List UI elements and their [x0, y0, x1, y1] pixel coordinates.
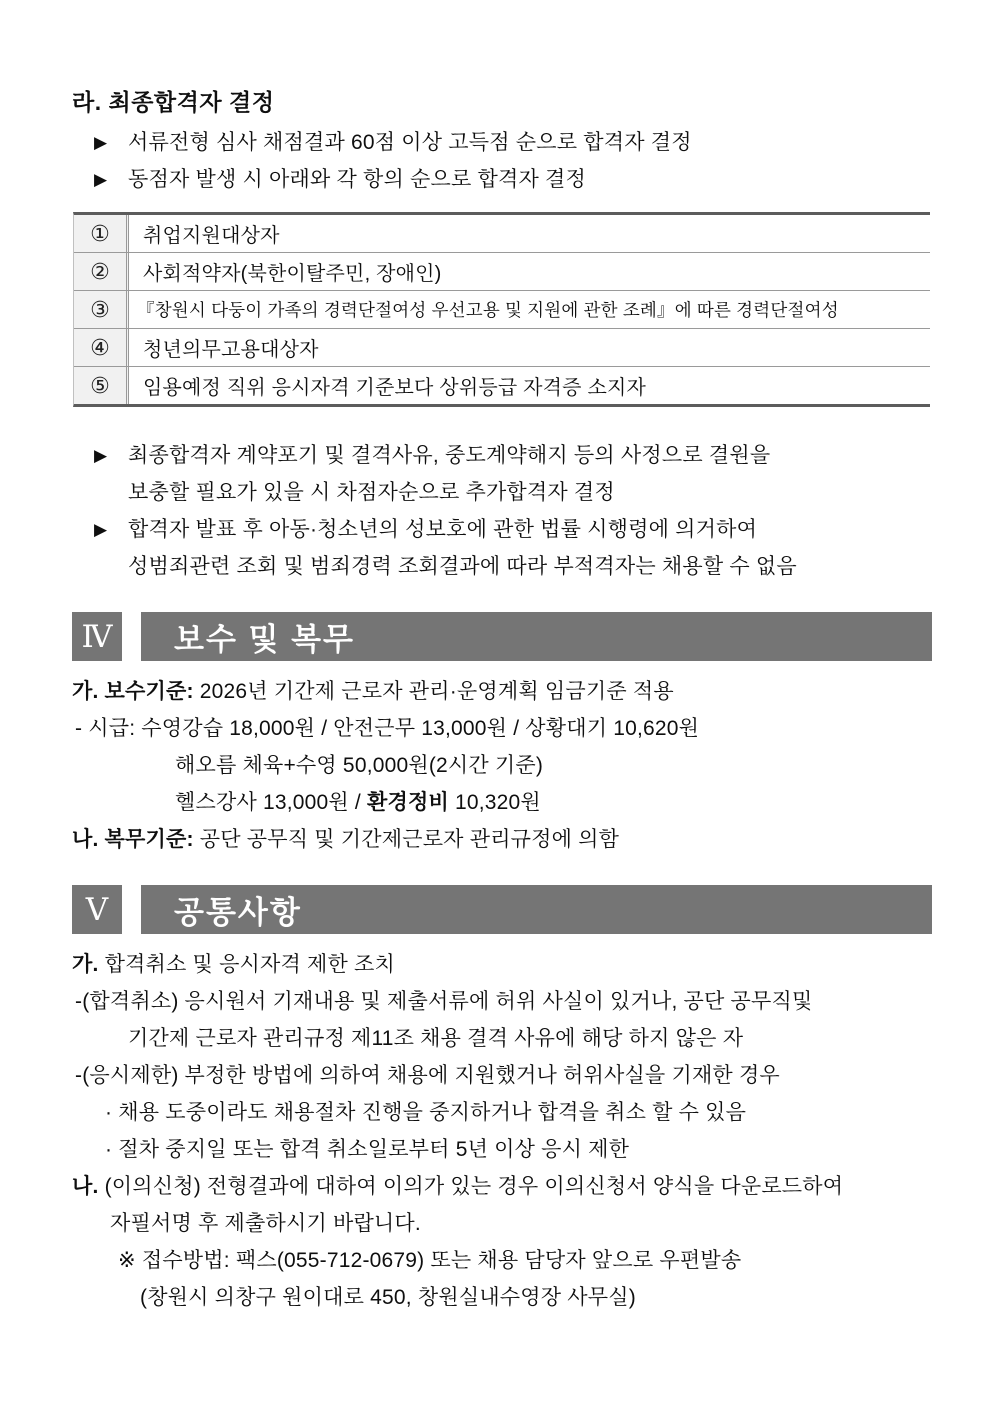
cancellation-label: 가. — [72, 953, 99, 976]
service-standard-label: 나. 복무기준: — [72, 828, 194, 851]
heading-final-pass-decision: 라. 최종합격자 결정 — [72, 89, 275, 115]
objection-line — [72, 1168, 932, 1205]
triangle-bullet-icon: ▶ — [94, 133, 108, 152]
row-number: ③ — [74, 291, 129, 328]
row-text: 청년의무고용대상자 — [143, 339, 319, 361]
table-row — [74, 253, 930, 291]
table-row — [74, 291, 930, 329]
service-standard-line — [72, 821, 932, 858]
section-header-common — [72, 885, 932, 934]
bullet-item — [94, 437, 932, 474]
row-text: 『창원시 다둥이 가족의 경력단절여성 우선고용 및 지원에 관한 조례』에 따른 경력단절여성 — [137, 300, 839, 320]
table-row — [74, 329, 930, 367]
submission-method-line: ※ 접수방법: 팩스(055-712-0679) 또는 채용 담당자 앞으로 우편발송 — [118, 1249, 742, 1272]
bullet-text-continued: 보충할 필요가 있을 시 차점자순으로 추가합격자 결정 — [128, 481, 615, 504]
table-row — [74, 367, 930, 404]
triangle-bullet-icon: ▶ — [94, 520, 108, 539]
tie-break-table — [73, 212, 930, 407]
row-text: 취업지원대상자 — [143, 225, 280, 247]
cancellation-text: 합격취소 및 응시자격 제한 조치 — [98, 953, 396, 976]
haeoreum-wage-line: 해오름 체육+수영 50,000원(2시간 기준) — [175, 754, 544, 777]
bullet-text: 서류전형 심사 채점결과 60점 이상 고득점 순으로 합격자 결정 — [128, 131, 692, 154]
section-numeral: Ⅴ — [72, 885, 122, 934]
environment-maintenance-label: 환경정비 — [367, 791, 449, 814]
pay-standard-text: 2026년 기간제 근로자 관리·운영계획 임금기준 적용 — [193, 680, 674, 703]
row-text: 사회적약자(북한이탈주민, 장애인) — [143, 263, 442, 285]
dot-item-line: · 채용 도중이라도 채용절차 진행을 중지하거나 합격을 취소 할 수 있음 — [105, 1101, 747, 1124]
bullet-text: 최종합격자 계약포기 및 결격사유, 중도계약해지 등의 사정으로 결원을 — [128, 444, 771, 467]
row-number: ① — [74, 215, 129, 252]
restriction-item-line: -(응시제한) 부정한 방법에 의하여 채용에 지원했거나 허위사실을 기재한 경우 — [75, 1064, 780, 1087]
objection-text: (이의신청) 전형결과에 대하여 이의가 있는 경우 이의신청서 양식을 다운로드하여 — [98, 1175, 844, 1198]
bullet-text: 동점자 발생 시 아래와 각 항의 순으로 합격자 결정 — [128, 168, 586, 191]
health-wage-post: 10,320원 — [448, 791, 541, 814]
table-row — [74, 215, 930, 253]
row-number: ② — [74, 253, 129, 290]
section-numeral: Ⅳ — [72, 612, 122, 661]
triangle-bullet-icon: ▶ — [94, 170, 108, 189]
row-number: ⑤ — [74, 367, 129, 404]
objection-label: 나. — [72, 1175, 99, 1198]
hourly-wage-line: - 시급: 수영강습 18,000원 / 안전근무 13,000원 / 상황대기 10,620원 — [75, 717, 700, 740]
pay-standard-label: 가. 보수기준: — [72, 680, 194, 703]
section-title: 공통사항 — [141, 885, 932, 934]
health-wage-pre: 헬스강사 13,000원 / — [175, 791, 367, 814]
health-wage-line — [175, 784, 932, 821]
bullet-item — [94, 124, 932, 161]
row-number: ④ — [74, 329, 129, 366]
pay-standard-line — [72, 673, 932, 710]
cancellation-heading — [72, 946, 932, 983]
bullet-item — [94, 511, 932, 548]
objection-continued: 자필서명 후 제출하시기 바랍니다. — [110, 1212, 421, 1235]
bullet-item — [94, 161, 932, 198]
cancel-item-continued: 기간제 근로자 관리규정 제11조 채용 결격 사유에 해당 하지 않은 자 — [128, 1027, 744, 1050]
row-text: 임용예정 직위 응시자격 기준보다 상위등급 자격증 소지자 — [143, 377, 647, 399]
submission-address-line: (창원시 의창구 원이대로 450, 창원실내수영장 사무실) — [140, 1286, 636, 1309]
bullet-text-continued: 성범죄관련 조회 및 범죄경력 조회결과에 따라 부적격자는 채용할 수 없음 — [128, 555, 797, 578]
service-standard-text: 공단 공무직 및 기간제근로자 관리규정에 의함 — [193, 828, 620, 851]
section-header-compensation — [72, 612, 932, 661]
cancel-item-line: -(합격취소) 응시원서 기재내용 및 제출서류에 허위 사실이 있거나, 공단 공무직및 — [75, 990, 813, 1013]
section-title: 보수 및 복무 — [141, 612, 932, 661]
dot-item-line: · 절차 중지일 또는 합격 취소일로부터 5년 이상 응시 제한 — [105, 1138, 630, 1161]
bullet-text: 합격자 발표 후 아동·청소년의 성보호에 관한 법률 시행령에 의거하여 — [128, 518, 758, 541]
triangle-bullet-icon: ▶ — [94, 446, 108, 465]
